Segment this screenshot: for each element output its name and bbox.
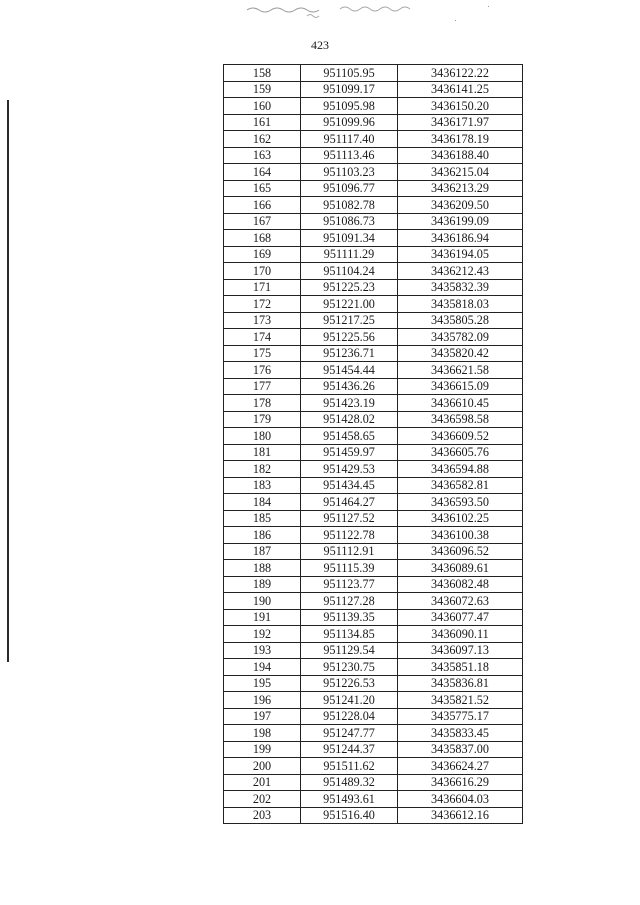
y-coordinate-cell: 3436171.97 [398, 114, 523, 131]
x-coordinate-cell: 951129.54 [301, 642, 398, 659]
y-coordinate-cell: 3435832.39 [398, 279, 523, 296]
y-coordinate-cell: 3435782.09 [398, 329, 523, 346]
point-number-cell: 179 [224, 411, 301, 428]
point-number-cell: 197 [224, 708, 301, 725]
x-coordinate-cell: 951099.17 [301, 81, 398, 98]
table-row [224, 296, 523, 313]
table-row [224, 279, 523, 296]
y-coordinate-cell: 3436215.04 [398, 164, 523, 181]
page-number: 423 [311, 38, 329, 52]
point-number-cell: 165 [224, 180, 301, 197]
point-number-cell: 166 [224, 197, 301, 214]
x-coordinate-cell: 951434.45 [301, 477, 398, 494]
point-number-cell: 183 [224, 477, 301, 494]
x-coordinate-cell: 951459.97 [301, 444, 398, 461]
point-number-cell: 189 [224, 576, 301, 593]
x-coordinate-cell: 951226.53 [301, 675, 398, 692]
point-number-cell: 164 [224, 164, 301, 181]
table-row [224, 246, 523, 263]
table-row [224, 114, 523, 131]
table-row [224, 131, 523, 148]
y-coordinate-cell: 3435837.00 [398, 741, 523, 758]
point-number-cell: 182 [224, 461, 301, 478]
point-number-cell: 169 [224, 246, 301, 263]
x-coordinate-cell: 951221.00 [301, 296, 398, 313]
table-row [224, 461, 523, 478]
x-coordinate-cell: 951095.98 [301, 98, 398, 115]
point-number-cell: 177 [224, 378, 301, 395]
y-coordinate-cell: 3436209.50 [398, 197, 523, 214]
table-row [224, 312, 523, 329]
coordinates-table [223, 64, 523, 824]
point-number-cell: 187 [224, 543, 301, 560]
table-row [224, 65, 523, 82]
table-row [224, 659, 523, 676]
y-coordinate-cell: 3435833.45 [398, 725, 523, 742]
table-row [224, 593, 523, 610]
point-number-cell: 185 [224, 510, 301, 527]
y-coordinate-cell: 3436199.09 [398, 213, 523, 230]
point-number-cell: 163 [224, 147, 301, 164]
point-number-cell: 198 [224, 725, 301, 742]
x-coordinate-cell: 951225.56 [301, 329, 398, 346]
table-row [224, 428, 523, 445]
table-row [224, 791, 523, 808]
y-coordinate-cell: 3436593.50 [398, 494, 523, 511]
x-coordinate-cell: 951103.23 [301, 164, 398, 181]
table-row [224, 329, 523, 346]
x-coordinate-cell: 951429.53 [301, 461, 398, 478]
point-number-cell: 196 [224, 692, 301, 709]
x-coordinate-cell: 951516.40 [301, 807, 398, 824]
x-coordinate-cell: 951236.71 [301, 345, 398, 362]
table-row [224, 807, 523, 824]
point-number-cell: 170 [224, 263, 301, 280]
table-row [224, 708, 523, 725]
table-row [224, 180, 523, 197]
x-coordinate-cell: 951454.44 [301, 362, 398, 379]
table-row [224, 263, 523, 280]
table-row [224, 741, 523, 758]
x-coordinate-cell: 951117.40 [301, 131, 398, 148]
table-row [224, 758, 523, 775]
point-number-cell: 184 [224, 494, 301, 511]
y-coordinate-cell: 3436604.03 [398, 791, 523, 808]
y-coordinate-cell: 3436615.09 [398, 378, 523, 395]
x-coordinate-cell: 951225.23 [301, 279, 398, 296]
point-number-cell: 195 [224, 675, 301, 692]
y-coordinate-cell: 3436605.76 [398, 444, 523, 461]
x-coordinate-cell: 951139.35 [301, 609, 398, 626]
point-number-cell: 171 [224, 279, 301, 296]
table-row [224, 345, 523, 362]
coordinates-table-body [224, 65, 523, 824]
y-coordinate-cell: 3435775.17 [398, 708, 523, 725]
table-row [224, 147, 523, 164]
table-row [224, 494, 523, 511]
table-row [224, 626, 523, 643]
y-coordinate-cell: 3436616.29 [398, 774, 523, 791]
point-number-cell: 172 [224, 296, 301, 313]
table-row [224, 378, 523, 395]
x-coordinate-cell: 951493.61 [301, 791, 398, 808]
x-coordinate-cell: 951228.04 [301, 708, 398, 725]
point-number-cell: 194 [224, 659, 301, 676]
table-row [224, 675, 523, 692]
y-coordinate-cell: 3436122.22 [398, 65, 523, 82]
y-coordinate-cell: 3436077.47 [398, 609, 523, 626]
y-coordinate-cell: 3436194.05 [398, 246, 523, 263]
y-coordinate-cell: 3436188.40 [398, 147, 523, 164]
x-coordinate-cell: 951244.37 [301, 741, 398, 758]
x-coordinate-cell: 951127.28 [301, 593, 398, 610]
y-coordinate-cell: 3435818.03 [398, 296, 523, 313]
table-row [224, 444, 523, 461]
point-number-cell: 181 [224, 444, 301, 461]
point-number-cell: 190 [224, 593, 301, 610]
x-coordinate-cell: 951423.19 [301, 395, 398, 412]
x-coordinate-cell: 951099.96 [301, 114, 398, 131]
x-coordinate-cell: 951489.32 [301, 774, 398, 791]
point-number-cell: 186 [224, 527, 301, 544]
y-coordinate-cell: 3436609.52 [398, 428, 523, 445]
x-coordinate-cell: 951086.73 [301, 213, 398, 230]
y-coordinate-cell: 3436610.45 [398, 395, 523, 412]
scan-speck [455, 20, 456, 21]
table-row [224, 362, 523, 379]
y-coordinate-cell: 3436089.61 [398, 560, 523, 577]
y-coordinate-cell: 3436213.29 [398, 180, 523, 197]
point-number-cell: 176 [224, 362, 301, 379]
x-coordinate-cell: 951428.02 [301, 411, 398, 428]
point-number-cell: 167 [224, 213, 301, 230]
point-number-cell: 175 [224, 345, 301, 362]
x-coordinate-cell: 951458.65 [301, 428, 398, 445]
x-coordinate-cell: 951230.75 [301, 659, 398, 676]
y-coordinate-cell: 3435805.28 [398, 312, 523, 329]
y-coordinate-cell: 3436097.13 [398, 642, 523, 659]
x-coordinate-cell: 951111.29 [301, 246, 398, 263]
table-row [224, 213, 523, 230]
point-number-cell: 159 [224, 81, 301, 98]
y-coordinate-cell: 3436598.58 [398, 411, 523, 428]
y-coordinate-cell: 3436082.48 [398, 576, 523, 593]
point-number-cell: 191 [224, 609, 301, 626]
table-row [224, 543, 523, 560]
x-coordinate-cell: 951247.77 [301, 725, 398, 742]
y-coordinate-cell: 3436624.27 [398, 758, 523, 775]
y-coordinate-cell: 3435820.42 [398, 345, 523, 362]
y-coordinate-cell: 3436102.25 [398, 510, 523, 527]
x-coordinate-cell: 951115.39 [301, 560, 398, 577]
y-coordinate-cell: 3436090.11 [398, 626, 523, 643]
point-number-cell: 161 [224, 114, 301, 131]
table-row [224, 411, 523, 428]
y-coordinate-cell: 3436100.38 [398, 527, 523, 544]
scan-speck [488, 6, 489, 7]
x-coordinate-cell: 951436.26 [301, 378, 398, 395]
point-number-cell: 168 [224, 230, 301, 247]
point-number-cell: 162 [224, 131, 301, 148]
y-coordinate-cell: 3435821.52 [398, 692, 523, 709]
table-row [224, 642, 523, 659]
point-number-cell: 199 [224, 741, 301, 758]
y-coordinate-cell: 3436141.25 [398, 81, 523, 98]
x-coordinate-cell: 951241.20 [301, 692, 398, 709]
point-number-cell: 160 [224, 98, 301, 115]
x-coordinate-cell: 951105.95 [301, 65, 398, 82]
y-coordinate-cell: 3436186.94 [398, 230, 523, 247]
x-coordinate-cell: 951511.62 [301, 758, 398, 775]
point-number-cell: 193 [224, 642, 301, 659]
table-row [224, 477, 523, 494]
x-coordinate-cell: 951217.25 [301, 312, 398, 329]
point-number-cell: 180 [224, 428, 301, 445]
y-coordinate-cell: 3436178.19 [398, 131, 523, 148]
scan-edge-line [7, 100, 9, 662]
table-row [224, 527, 523, 544]
point-number-cell: 178 [224, 395, 301, 412]
scan-artifact-left [245, 0, 335, 20]
point-number-cell: 188 [224, 560, 301, 577]
x-coordinate-cell: 951464.27 [301, 494, 398, 511]
table-row [224, 230, 523, 247]
point-number-cell: 174 [224, 329, 301, 346]
table-row [224, 560, 523, 577]
point-number-cell: 201 [224, 774, 301, 791]
point-number-cell: 173 [224, 312, 301, 329]
x-coordinate-cell: 951112.91 [301, 543, 398, 560]
y-coordinate-cell: 3436621.58 [398, 362, 523, 379]
x-coordinate-cell: 951134.85 [301, 626, 398, 643]
x-coordinate-cell: 951091.34 [301, 230, 398, 247]
table-row [224, 774, 523, 791]
x-coordinate-cell: 951127.52 [301, 510, 398, 527]
x-coordinate-cell: 951082.78 [301, 197, 398, 214]
point-number-cell: 200 [224, 758, 301, 775]
y-coordinate-cell: 3436612.16 [398, 807, 523, 824]
table-row [224, 395, 523, 412]
y-coordinate-cell: 3435836.81 [398, 675, 523, 692]
x-coordinate-cell: 951122.78 [301, 527, 398, 544]
table-row [224, 197, 523, 214]
y-coordinate-cell: 3436150.20 [398, 98, 523, 115]
y-coordinate-cell: 3436212.43 [398, 263, 523, 280]
table-row [224, 725, 523, 742]
table-row [224, 98, 523, 115]
table-row [224, 81, 523, 98]
table-row [224, 692, 523, 709]
y-coordinate-cell: 3436072.63 [398, 593, 523, 610]
point-number-cell: 158 [224, 65, 301, 82]
point-number-cell: 203 [224, 807, 301, 824]
table-row [224, 609, 523, 626]
point-number-cell: 192 [224, 626, 301, 643]
x-coordinate-cell: 951123.77 [301, 576, 398, 593]
scan-artifact-right [338, 0, 418, 20]
table-row [224, 576, 523, 593]
table-row [224, 510, 523, 527]
table-row [224, 164, 523, 181]
y-coordinate-cell: 3436582.81 [398, 477, 523, 494]
y-coordinate-cell: 3436594.88 [398, 461, 523, 478]
y-coordinate-cell: 3435851.18 [398, 659, 523, 676]
x-coordinate-cell: 951096.77 [301, 180, 398, 197]
y-coordinate-cell: 3436096.52 [398, 543, 523, 560]
point-number-cell: 202 [224, 791, 301, 808]
x-coordinate-cell: 951104.24 [301, 263, 398, 280]
x-coordinate-cell: 951113.46 [301, 147, 398, 164]
